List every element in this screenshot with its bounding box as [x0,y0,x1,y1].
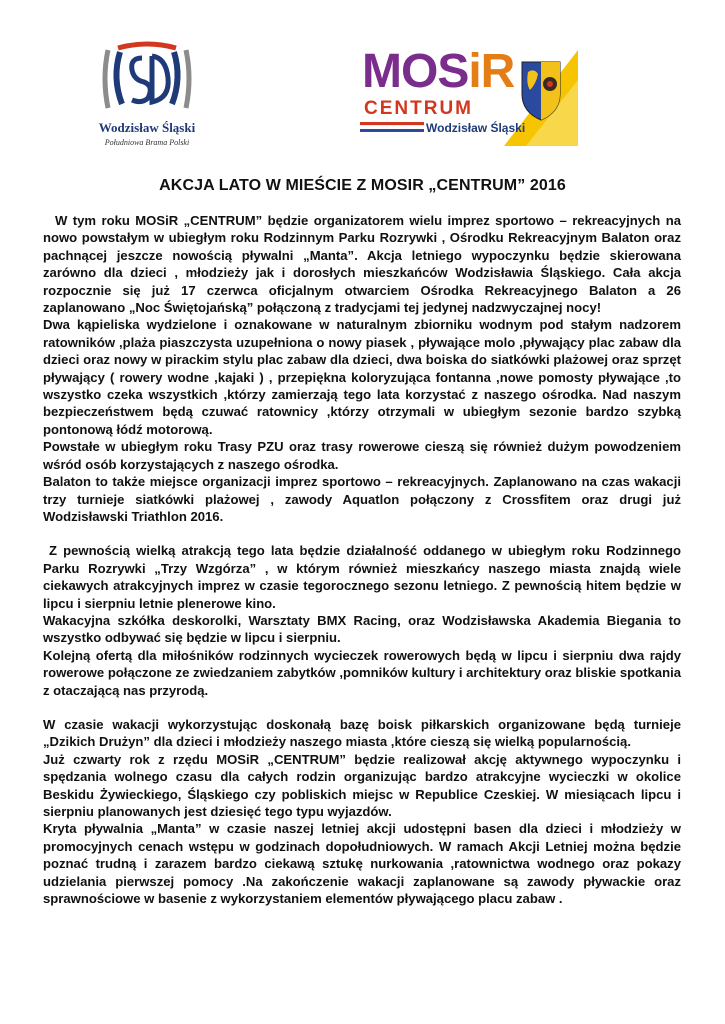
paragraph: Już czwarty rok z rzędu MOSiR „CENTRUM” będzie realizował akcję aktywnego wypoczynku i spędzania wolnego czasu dla całych rodzin organizując bardzo atrakcyjne wycieczki w okolice Beskidu Żywieckiego, Śląskiego czy pobliskich miejsc w Republice Czeskiej. W miesiącach lipcu i sierpniu planowanych jest dziesięć tego typu wyjazdów. [43,751,681,819]
paragraph-gap [43,525,681,542]
mosir-centrum-logo [356,45,578,146]
city-emblem-icon [92,38,202,116]
stripe-blue [360,129,424,132]
paragraph: Kryta pływalnia „Manta” w czasie naszej letniej akcji udostępni basen dla dzieci i młodzieży w promocyjnych cenach wstępu w godzinach dopołudniowych. W ramach Akcji Letniej można będzie poznać trudną i zarazem bardzo ciekawą sztukę nurkowania ,ratownictwa wodnego oraz pokazy udzielania pierwszej pomocy .Na zakończenie wakacji zaplanowane są zawody pływackie oraz sprawnościowe w basenie z wykorzystaniem elementów pływającego placu zabaw . [43,821,681,907]
mosir-location: Wodzisław Śląski [426,121,526,135]
mosir-main-text: MOS [362,45,469,98]
paragraph: Kolejną ofertą dla miłośników rodzinnych wycieczek rowerowych będą w lipcu i sierpniu dwa rajdy rowerowe połączone ze zwiedzaniem zabytków ,pomników kultury i architektury oraz bliskie spotkania z otaczającą nas przyrodą. [43,647,681,698]
mosir-wordmark [362,45,515,98]
flag-stripes [360,122,424,134]
centrum-wordmark: CENTRUM [364,98,473,119]
paragraph: Wakacyjna szkółka deskorolki, Warsztaty BMX Racing, oraz Wodzisławska Akademia Biegania to wszystko odbywać się będzie w lipcu i sierpniu. [43,612,681,646]
paragraph: Powstałe w ubiegłym roku Trasy PZU oraz trasy rowerowe cieszą się również dużym powodzeniem wśród osób korzystających z naszego ośrodka. [43,439,681,472]
city-name: Wodzisław Śląski [98,120,196,135]
paragraph: Balaton to także miejsce organizacji imprez sportowo – rekreacyjnych. Zaplanowano na czas wakacji trzy turnieje siatkówki plażowej , zawody Aquatlon połączony z Crossfitem oraz drugi już Wodzisławski Triathlon 2016. [43,474,681,524]
wodzislaw-city-logo [82,38,212,158]
paragraph: W tym roku MOSiR „CENTRUM” będzie organizatorem wielu imprez sportowo – rekreacyjnych na nowo powstałym w ubiegłym roku Rodzinnym Parku Rozrywki , Ośrodku Rekreacyjnym Balaton oraz pachnącej jeszcze nowością pływalni „Manta”. Akcja letniego wypoczynku będzie skierowana zarówno dla dzieci , młodzieży jak i dorosłych mieszkańców Wodzisławia Śląskiego. Cała akcja rozpocznie się już 17 czerwca oficjalnym otwarciem Ośrodka Rekreacyjnego Balaton a 26 zaplanowano „Noc Świętojańską” połączoną z tradycjami tej jedynej nadzwyczajnej nocy! [43,213,681,316]
paragraph-gap [43,699,681,716]
document-body [43,212,681,907]
document-title: AKCJA LATO W MIEŚCIE Z MOSIR „CENTRUM” 2016 [159,177,566,194]
city-slogan: Południowa Brama Polski [104,138,190,147]
paragraph: W czasie wakacji wykorzystując doskonałą bazę boisk piłkarskich organizowane będą turnieje „Dzikich Drużyn” dla dzieci i młodzieży naszego miasta ,które cieszą się wielką popularnością. [43,716,681,750]
paragraph: Z pewnością wielką atrakcją tego lata będzie działalność oddanego w ubiegłym roku Rodzinnego Parku Rozrywki „Trzy Wzgórza” , w którym również mieszkańcy naszego miasta znajdą wiele ciekawych atrakcyjnych imprez w czasie tegorocznego sezonu letniego. Z pewnością hitem będzie w lipcu i sierpniu letnie plenerowe kino. [43,543,681,611]
mosir-accent-text: iR [468,45,515,98]
paragraph: Dwa kąpieliska wydzielone i oznakowane w naturalnym zbiorniku wodnym pod stałym nadzorem ratowników ,plaża piaszczysta uzupełniona o nowy piasek , pływające molo ,pływający plac zabaw dla dzieci oraz nowy w pirackim stylu plac zabaw dla dzieci, dwa boiska do siatkówki plażowej oraz sprzęt pływający ( rowery wodne ,kajaki ) , przepiękna koloryzująca fontanna ,nowe pomosty pływające ,to wszystko czeka wszystkich ,którzy zamierzają tego lata korzystać z naszego ośrodka. Nad naszym bezpieczeństwem będą czuwać ratownicy ,którzy otrzymali w ubiegłym sezonie bardzo szybką pontonową łódź motorową. [43,317,681,437]
